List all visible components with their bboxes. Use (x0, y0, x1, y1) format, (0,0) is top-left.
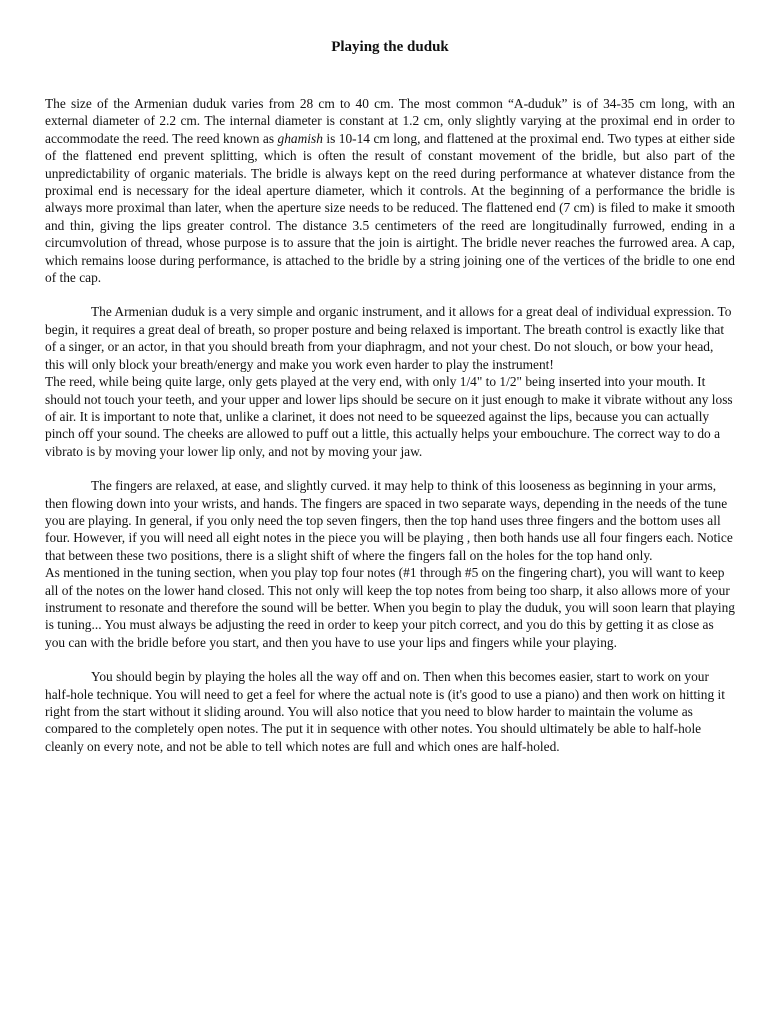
page-title: Playing the duduk (331, 39, 449, 55)
paragraph-reed: The reed, while being quite large, only gets played at the very end, with only 1/4" to 1/2" being inserted into your mouth. It should not touch your teeth, and your upper and lower lips should be secure on it just enough to make it vibrate without any loss of air. It is important to note that, unlike a clarinet, it does not need to be squeezed against the lips, because you can actually pinch off your sound. The cheeks are allowed to puff out a little, this actually helps your embouchure. The correct way to do a vibrato is by moving your lower lip only, and not by moving your jaw. (45, 374, 733, 459)
paragraph-half-hole: You should begin by playing the holes all the way off and on. Then when this becomes easier, start to work on your half-hole technique. You will need to get a feel for where the actual note is (it's good to use a piano) and then work on hitting it right from the start without it sliding around. You will also notice that you need to blow harder to maintain the volume as compared to the completely open notes. The put it in sequence with other notes. You should ultimately be able to half-hole cleanly on every note, and not be able to tell which notes are full and which ones are half-holed. (45, 669, 725, 754)
paragraph-fingers: The fingers are relaxed, at ease, and slightly curved. it may help to think of this looseness as beginning in your arms, then flowing down into your wrists, and hands. The fingers are spaced in two separate ways, depending in the needs of the tune you are playing. In general, if you only need the top seven fingers, then the top hand uses three fingers and the bottom uses all four. However, if you will need all eight notes in the piece you will be playing , then both hands use all four fingers each. Notice that between these two positions, there is a slight shift of where the fingers fall on the holes for the top hand only. (45, 478, 733, 563)
paragraph-tuning: As mentioned in the tuning section, when you play top four notes (#1 through #5 on the fingering chart), you will want to keep all of the notes on the lower hand closed. This not only will keep the top notes from being too sharp, it also allows more of your instrument to resonate and therefore the sound will be better. When you begin to play the duduk, you will soon learn that playing is tuning... You must always be adjusting the reed in order to keep your pitch correct, and you do this by getting it as close as you can with the bridle before you start, and then you have to use your lips and fingers while your playing. (45, 565, 735, 650)
paragraph-text: is 10-14 cm long, and flattened at the proximal end. Two types at either side of the flattened end prevent splitting, which is often the result of constant movement of the bridle, but also part of the unpredictability of organic materials. The bridle is always kept on the reed during performance at whatever distance from the proximal end is necessary for the ideal aperture diameter, which it controls. At the beginning of a performance the bridle is always more proximal than later, when the aperture size needs to be reduced. The flattened end (7 cm) is filed to make it smooth and thin, giving the lips greater control. The distance 3.5 centimeters of the reed are longitudinally furrowed, ending in a circumvolution of thread, whose purpose is to assure that the join is airtight. The bridle never reaches the furrowed area. A cap, which remains loose during performance, is attached to the bridle by a string joining one of the vertices of the bridle to one end of the cap. (45, 130, 735, 286)
italic-term-ghamish: ghamish (277, 130, 323, 146)
paragraph-duduk-size (45, 95, 735, 286)
paragraph-breath: The Armenian duduk is a very simple and organic instrument, and it allows for a great deal of individual expression. To begin, it requires a great deal of breath, so proper posture and being relaxed is important. The breath control is exactly like that of a singer, or an actor, in that you should breath from your diaphragm, and not your chest. Do not slouch, or bow your head, this will only block your breath/energy and make you work even harder to play the instrument! (45, 304, 732, 372)
document-page (45, 36, 735, 755)
paragraph-text: The size of the Armenian duduk varies from 28 cm to 40 cm. The most common “A-duduk” is of 34-35 cm long, with an external diameter of 2.2 cm. The internal diameter is constant at 1.2 cm, only slightly varying at the proximal end in order to accommodate the reed. The reed known as (45, 96, 735, 146)
